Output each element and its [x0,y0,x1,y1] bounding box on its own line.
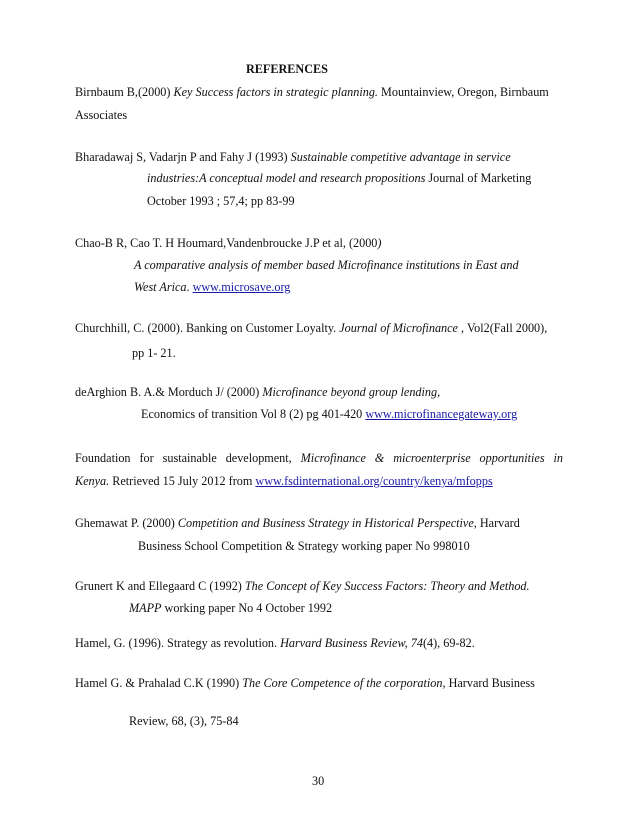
reference-foundation-line-1: Foundation for sustainable development, Microfinance & microenterprise opportunities in [75,451,563,465]
reference-hamel-prahalad-line-2: Review, 68, (3), 75-84 [129,714,239,728]
reference-chao-line-3: West Arica. www.microsave.org [134,280,291,294]
reference-hamel-1996-line-1: Hamel, G. (1996). Strategy as revolution. Harvard Business Review, 74(4), 69-82. [75,636,475,650]
reference-ghemawat-line-1: Ghemawat P. (2000) Competition and Business Strategy in Historical Perspective, Harvard [75,516,520,530]
reference-chao-line-2: A comparative analysis of member based Microfinance institutions in East and [134,258,519,272]
reference-foundation-line-2: Kenya. Retrieved 15 July 2012 from www.fsdinternational.org/country/kenya/mfopps [75,474,493,488]
reference-ghemawat-line-2: Business School Competition & Strategy working paper No 998010 [138,539,470,553]
reference-chao-line-1: Chao-B R, Cao T. H Houmard,Vandenbroucke J.P et al, (2000) [75,236,382,250]
fsdinternational-link[interactable]: www.fsdinternational.org/country/kenya/mfopps [255,474,493,488]
microfinancegateway-link[interactable]: www.microfinancegateway.org [365,407,518,421]
references-heading: REFERENCES [246,62,328,76]
reference-grunert-line-2: MAPP working paper No 4 October 1992 [129,601,333,615]
reference-churchhill-line-2: pp 1- 21. [132,346,176,360]
reference-grunert-line-1: Grunert K and Ellegaard C (1992) The Concept of Key Success Factors: Theory and Method. [75,579,530,593]
reference-dearghion-line-2: Economics of transition Vol 8 (2) pg 401-420 www.microfinancegateway.org [141,407,518,421]
reference-bharadawaj-line-1: Bharadawaj S, Vadarjn P and Fahy J (1993) Sustainable competitive advantage in service [75,150,511,164]
reference-birnbaum-line-1: Birnbaum B,(2000) Key Success factors in strategic planning. Mountainview, Oregon, Birnbaum [75,85,549,99]
reference-bharadawaj-line-2: industries:A conceptual model and research propositions Journal of Marketing [147,171,532,185]
page-number: 30 [312,774,325,788]
reference-hamel-prahalad-line-1: Hamel G. & Prahalad C.K (1990) The Core Competence of the corporation, Harvard Business [75,676,535,690]
reference-churchhill-line-1: Churchhill, C. (2000). Banking on Customer Loyalty. Journal of Microfinance , Vol2(Fall 2000), [75,321,548,335]
microsave-link[interactable]: www.microsave.org [192,280,291,294]
reference-dearghion-line-1: deArghion B. A.& Morduch J/ (2000) Microfinance beyond group lending, [75,385,441,399]
reference-bharadawaj-line-3: October 1993 ; 57,4; pp 83-99 [147,194,295,208]
reference-birnbaum-line-2: Associates [75,108,128,122]
